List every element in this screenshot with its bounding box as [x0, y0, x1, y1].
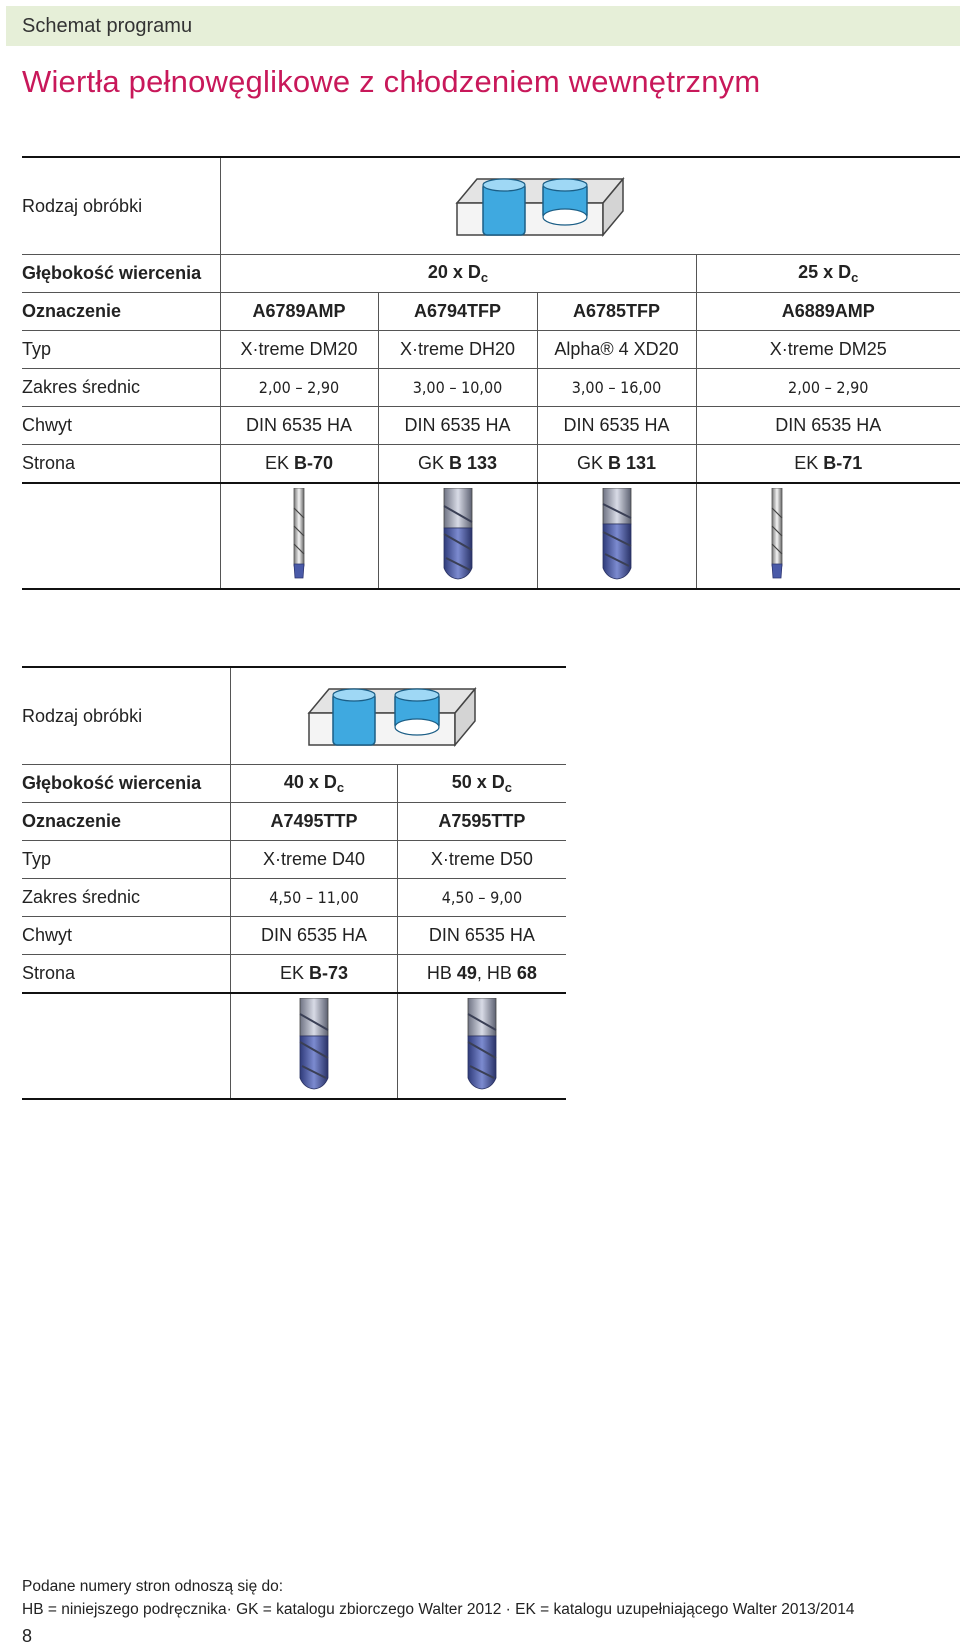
range-cell: 2,00 – 2,90	[220, 369, 378, 407]
page-ref-cell: EK B-70	[220, 445, 378, 484]
page-ref-cell: HB 49, HB 68	[397, 955, 566, 994]
page-ref-cell: GK B 133	[378, 445, 537, 484]
drill-image-coated	[462, 998, 502, 1090]
type-cell: X·treme D50	[397, 841, 566, 879]
page-label: Strona	[22, 955, 231, 994]
drill-image-cell	[231, 993, 398, 1099]
depth-group-20: 20 x $D_c$	[220, 255, 696, 293]
depth-label: Głębokość wiercenia	[22, 255, 220, 293]
shank-cell: DIN 6535 HA	[378, 407, 537, 445]
shank-cell: DIN 6535 HA	[220, 407, 378, 445]
shank-cell: DIN 6535 HA	[397, 917, 566, 955]
drill-image-cell	[537, 483, 696, 589]
depth-group-25: 25 x $D_c$	[696, 255, 960, 293]
range-cell: 4,50 – 11,00	[231, 879, 398, 917]
footnote-line-1: Podane numery stron odnoszą się do:	[22, 1578, 284, 1595]
page-ref-cell: GK B 131	[537, 445, 696, 484]
page-ref-cell: EK B-71	[696, 445, 960, 484]
range-cell: 3,00 – 16,00	[537, 369, 696, 407]
section-title: Schemat programu	[22, 15, 193, 37]
range-cell: 3,00 – 10,00	[378, 369, 537, 407]
process-label: Rodzaj obróbki	[22, 157, 220, 255]
drill-table-1	[22, 156, 960, 590]
drill-image-cell	[397, 993, 566, 1099]
designation-cell: A6789AMP	[220, 293, 378, 331]
type-cell: Alpha® 4 XD20	[537, 331, 696, 369]
section-header	[6, 6, 960, 46]
page-label: Strona	[22, 445, 220, 484]
depth-group-40: 40 x $D_c$	[231, 765, 398, 803]
type-label: Typ	[22, 841, 231, 879]
drill-image-thin	[767, 488, 787, 580]
depth-group-50: 50 x $D_c$	[397, 765, 566, 803]
designation-cell: A7595TTP	[397, 803, 566, 841]
drill-image-cell	[696, 483, 960, 589]
drill-image-cell	[378, 483, 537, 589]
deep-drilling-diagram	[307, 681, 477, 747]
image-row-spacer	[22, 483, 220, 589]
process-diagram-cell	[220, 157, 960, 255]
type-cell: X·treme DM25	[696, 331, 960, 369]
drill-image-cell	[220, 483, 378, 589]
type-cell: X·treme D40	[231, 841, 398, 879]
designation-cell: A6794TFP	[378, 293, 537, 331]
page-number: 8	[22, 1626, 33, 1646]
designation-label: Oznaczenie	[22, 803, 231, 841]
range-cell: 2,00 – 2,90	[696, 369, 960, 407]
designation-cell: A6889AMP	[696, 293, 960, 331]
footnote-line-2: HB = niniejszego podręcznika· GK = katalogu zbiorczego Walter 2012 · EK = katalogu uzupełniającego Walter 2013/2014	[22, 1601, 855, 1618]
shank-cell: DIN 6535 HA	[696, 407, 960, 445]
designation-cell: A7495TTP	[231, 803, 398, 841]
pocket-drilling-diagram	[455, 171, 625, 237]
shank-label: Chwyt	[22, 917, 231, 955]
type-cell: X·treme DH20	[378, 331, 537, 369]
page-title: Wiertła pełnowęglikowe z chłodzeniem wewnętrznym	[22, 64, 761, 99]
drill-image-coated	[597, 488, 637, 580]
footnote	[22, 1575, 854, 1621]
designation-cell: A6785TFP	[537, 293, 696, 331]
drill-table-2	[22, 666, 566, 1100]
range-cell: 4,50 – 9,00	[397, 879, 566, 917]
process-diagram-cell	[231, 667, 566, 765]
shank-cell: DIN 6535 HA	[231, 917, 398, 955]
range-label: Zakres średnic	[22, 369, 220, 407]
process-label: Rodzaj obróbki	[22, 667, 231, 765]
type-cell: X·treme DM20	[220, 331, 378, 369]
type-label: Typ	[22, 331, 220, 369]
image-row-spacer	[22, 993, 231, 1099]
shank-label: Chwyt	[22, 407, 220, 445]
drill-image-coated	[294, 998, 334, 1090]
depth-label: Głębokość wiercenia	[22, 765, 231, 803]
designation-label: Oznaczenie	[22, 293, 220, 331]
page-ref-cell: EK B-73	[231, 955, 398, 994]
range-label: Zakres średnic	[22, 879, 231, 917]
shank-cell: DIN 6535 HA	[537, 407, 696, 445]
drill-image-coated	[438, 488, 478, 580]
drill-image-thin	[289, 488, 309, 580]
